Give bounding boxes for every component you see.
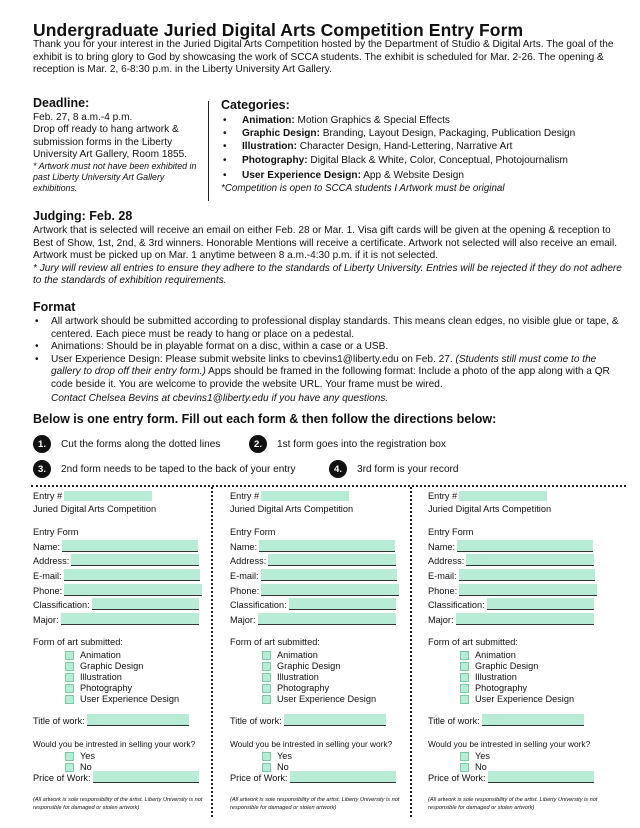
checkbox[interactable] — [262, 651, 271, 660]
phone-field[interactable] — [459, 584, 597, 596]
entry-form-label: Entry Form — [230, 527, 276, 537]
price-row — [428, 771, 594, 783]
name-row — [428, 540, 593, 552]
format-ux-text: User Experience Design: Please submit website links to cbevins1@liberty.edu on Feb. 27. — [51, 353, 453, 365]
major-field[interactable] — [61, 613, 199, 625]
address-row — [428, 554, 594, 566]
checkbox[interactable] — [460, 662, 469, 671]
disclaimer: (All artwork is sole responsibility of the artist. Liberty University is not responsible for damaged or stolen artwork) — [428, 797, 598, 811]
competition-name: Juried Digital Arts Competition — [428, 504, 552, 514]
entry-form-label: Entry Form — [428, 527, 474, 537]
disclaimer: (All artwork is sole responsibility of the artist. Liberty University is not responsible for damaged or stolen artwork) — [230, 797, 400, 811]
option-label: Photography — [80, 683, 133, 693]
yes-label: Yes — [475, 751, 490, 761]
classification-row — [428, 598, 594, 610]
option-animation[interactable] — [65, 650, 121, 660]
email-row — [428, 569, 595, 581]
checkbox[interactable] — [262, 695, 271, 704]
option-ux-design[interactable] — [65, 694, 179, 704]
format-item — [33, 354, 628, 392]
option-label: Graphic Design — [80, 661, 144, 671]
option-label: Animation — [80, 650, 121, 660]
option-label: User Experience Design — [80, 694, 180, 704]
option-label: Photography — [475, 683, 528, 693]
option-ux-design[interactable] — [460, 694, 574, 704]
no-label: No — [80, 762, 92, 772]
yes-label: Yes — [80, 751, 95, 761]
category-name: Animation: — [242, 115, 295, 126]
competition-name: Juried Digital Arts Competition — [230, 504, 354, 514]
sell-question: Would you be intrested in selling your work? — [428, 739, 591, 749]
major-field[interactable] — [258, 613, 396, 625]
checkbox[interactable] — [262, 752, 271, 761]
address-field[interactable] — [268, 554, 396, 566]
format-item: • All artwork should be submitted according to professional display standards. This means clean edges, no visible glue or tape, & centered. Each piece must be ready to hang or place on a pedestal. — [33, 316, 628, 341]
address-field[interactable] — [71, 554, 199, 566]
format-list — [33, 316, 628, 392]
entry-instructions-heading: Below is one entry form. Fill out each form & then follow the directions below: — [33, 412, 497, 426]
step-4 — [329, 460, 459, 478]
major-label: Major: — [33, 615, 59, 625]
form-of-art-label: Form of art submitted: — [428, 637, 518, 647]
price-row — [230, 771, 396, 783]
form-of-art-label: Form of art submitted: — [230, 637, 320, 647]
phone-field[interactable] — [64, 584, 202, 596]
option-graphic-design[interactable] — [262, 661, 340, 671]
category-name: Illustration: — [242, 141, 297, 153]
checkbox[interactable] — [460, 695, 469, 704]
address-field[interactable] — [466, 554, 594, 566]
checkbox[interactable] — [460, 651, 469, 660]
name-field[interactable] — [259, 540, 395, 552]
phone-row — [33, 584, 202, 596]
entry-number-row — [33, 491, 152, 501]
categories-section — [221, 98, 631, 194]
sell-question: Would you be intrested in selling your work? — [33, 739, 196, 749]
email-field[interactable] — [459, 569, 595, 581]
checkbox[interactable] — [65, 752, 74, 761]
entry-form-label: Entry Form — [33, 527, 79, 537]
category-item — [221, 114, 631, 127]
major-label: Major: — [230, 615, 256, 625]
deadline-details: Drop off ready to hang artwork & submission forms in the Liberty University Art Gallery, Room 1855. — [33, 124, 188, 160]
step-1 — [33, 435, 220, 453]
step-2 — [249, 435, 446, 453]
form-of-art-label: Form of art submitted: — [33, 637, 123, 647]
address-row — [33, 554, 199, 566]
option-label: Photography — [277, 683, 330, 693]
step-text: 1st form goes into the registration box — [277, 438, 446, 450]
checkbox[interactable] — [460, 752, 469, 761]
format-ux-note: (Students still must come to the gallery to drop off their entry form.) — [51, 353, 597, 378]
major-field[interactable] — [456, 613, 594, 625]
entry-number-field[interactable] — [459, 491, 547, 501]
checkbox[interactable] — [65, 651, 74, 660]
email-field[interactable] — [64, 569, 200, 581]
price-row — [33, 771, 199, 783]
format-item: • Animations: Should be in playable format on a disc, within a case or a USB. — [33, 341, 628, 354]
entry-number-field[interactable] — [261, 491, 349, 501]
classification-field[interactable] — [487, 598, 594, 610]
option-illustration[interactable] — [65, 672, 122, 682]
entry-number-label: Entry # — [230, 491, 260, 501]
step-number: 3. — [33, 460, 51, 478]
checkbox[interactable] — [262, 662, 271, 671]
category-item — [221, 154, 631, 167]
name-label: Name: — [428, 542, 456, 552]
phone-row — [428, 584, 597, 596]
title-field[interactable] — [87, 714, 189, 726]
name-field[interactable] — [457, 540, 593, 552]
address-row — [230, 554, 396, 566]
deadline-heading: Deadline: — [33, 96, 90, 110]
email-label: E-mail: — [33, 571, 62, 581]
deadline-note: * Artwork must not have been exhibited in past Liberty University Art Gallery exhibitions. — [33, 161, 197, 194]
title-label: Title of work: — [428, 716, 480, 726]
classification-label: Classification: — [428, 600, 485, 610]
checkbox[interactable] — [460, 684, 469, 693]
categories-note: *Competition is open to SCCA students I Artwork must be original — [221, 183, 505, 195]
address-label: Address: — [428, 556, 465, 566]
no-label: No — [475, 762, 487, 772]
step-text: 3rd form is your record — [357, 463, 459, 475]
category-item — [221, 140, 631, 153]
option-label: User Experience Design — [475, 694, 575, 704]
option-illustration[interactable] — [460, 672, 517, 682]
option-label: Animation — [475, 650, 516, 660]
yes-label: Yes — [277, 751, 292, 761]
option-label: Animation — [277, 650, 318, 660]
checkbox[interactable] — [65, 662, 74, 671]
step-number: 4. — [329, 460, 347, 478]
option-graphic-design[interactable] — [65, 661, 143, 671]
option-label: User Experience Design — [277, 694, 377, 704]
phone-label: Phone: — [33, 586, 63, 596]
phone-label: Phone: — [230, 586, 260, 596]
checkbox[interactable] — [65, 684, 74, 693]
price-label: Price of Work: — [33, 773, 91, 783]
title-row — [230, 714, 386, 726]
option-label: Illustration — [475, 672, 517, 682]
option-label: Graphic Design — [475, 661, 539, 671]
title-label: Title of work: — [33, 716, 85, 726]
competition-name: Juried Digital Arts Competition — [33, 504, 157, 514]
format-heading: Format — [33, 300, 76, 314]
classification-field[interactable] — [92, 598, 199, 610]
price-label: Price of Work: — [428, 773, 486, 783]
category-desc: Branding, Layout Design, Packaging, Publication Design — [322, 128, 576, 140]
category-desc: App & Website Design — [363, 169, 464, 181]
name-row — [33, 540, 198, 552]
categories-heading: Categories: — [221, 98, 290, 112]
title-row — [428, 714, 584, 726]
sell-yes[interactable] — [262, 751, 292, 761]
category-name: User Experience Design: — [242, 169, 361, 181]
category-desc: Motion Graphics & Special Effects — [297, 115, 450, 126]
contact-note: Contact Chelsea Bevins at cbevins1@liberty.edu if you have any questions. — [51, 392, 389, 404]
category-item — [221, 127, 631, 140]
option-label: Graphic Design — [277, 661, 341, 671]
cut-line-vertical — [410, 487, 412, 817]
deadline-section — [33, 96, 208, 194]
classification-label: Classification: — [33, 600, 90, 610]
judging-text: Artwork that is selected will receive an email on either Feb. 28 or Mar. 1. Visa gift cards will be given at the opening & reception to Best of Show, 1st, 2nd, & 3rd winners. Honorable Mentions will receive a certificate. Artwork not selected will also receive an email. Artwork must be picked up on Mar. 1 anytime between 8 a.m.-4:30 p.m. if it is not selected. — [33, 225, 618, 262]
category-name: Photography: — [242, 154, 308, 166]
option-label: Illustration — [277, 672, 319, 682]
title-field[interactable] — [482, 714, 584, 726]
disclaimer: (All artwork is sole responsibility of the artist. Liberty University is not responsible for damaged or stolen artwork) — [33, 797, 203, 811]
email-field[interactable] — [261, 569, 397, 581]
category-name: Graphic Design: — [242, 128, 320, 140]
option-graphic-design[interactable] — [460, 661, 538, 671]
page-title: Undergraduate Juried Digital Arts Competition Entry Form — [33, 20, 524, 40]
intro-text: Thank you for your interest in the Juried Digital Arts Competition hosted by the Department of Studio & Digital Arts. The goal of the exhibit is to bring glory to God by showcasing the work of SCCA students. The exhibit is scheduled for Mar. 2-26. The opening & reception is Mar. 2, 6-8:30 p.m. in the Liberty University Art Gallery. — [33, 39, 614, 76]
classification-label: Classification: — [230, 600, 287, 610]
address-label: Address: — [33, 556, 70, 566]
judging-section — [33, 209, 628, 288]
title-field[interactable] — [284, 714, 386, 726]
name-row — [230, 540, 395, 552]
checkbox[interactable] — [262, 673, 271, 682]
checkbox[interactable] — [65, 695, 74, 704]
entry-number-row — [230, 491, 349, 501]
price-field[interactable] — [93, 771, 199, 783]
option-label: Illustration — [80, 672, 122, 682]
major-row — [33, 613, 199, 625]
price-field[interactable] — [488, 771, 594, 783]
name-field[interactable] — [62, 540, 198, 552]
judging-note: * Jury will review all entries to ensure they adhere to the standards of Liberty University. Entries will be rejected if they do not adhere to the standards of exhibition requirements. — [33, 262, 622, 287]
option-animation[interactable] — [460, 650, 516, 660]
phone-field[interactable] — [261, 584, 399, 596]
step-number: 2. — [249, 435, 267, 453]
entry-number-row — [428, 491, 547, 501]
major-row — [428, 613, 594, 625]
name-label: Name: — [230, 542, 258, 552]
checkbox[interactable] — [460, 673, 469, 682]
name-label: Name: — [33, 542, 61, 552]
major-row — [230, 613, 396, 625]
category-desc: Character Design, Hand-Lettering, Narrative Art — [299, 141, 513, 153]
no-label: No — [277, 762, 289, 772]
phone-label: Phone: — [428, 586, 458, 596]
step-number: 1. — [33, 435, 51, 453]
step-text: Cut the forms along the dotted lines — [61, 438, 221, 450]
option-photography[interactable] — [262, 683, 329, 693]
option-illustration[interactable] — [262, 672, 319, 682]
price-label: Price of Work: — [230, 773, 288, 783]
sell-yes[interactable] — [460, 751, 490, 761]
email-row — [230, 569, 397, 581]
category-desc: Digital Black & White, Color, Conceptual, Photojournalism — [310, 154, 568, 166]
option-animation[interactable] — [262, 650, 318, 660]
format-section — [33, 300, 628, 404]
phone-row — [230, 584, 399, 596]
deadline-date: Feb. 27, 8 a.m.-4 p.m. — [33, 112, 133, 123]
title-label: Title of work: — [230, 716, 282, 726]
option-ux-design[interactable] — [262, 694, 376, 704]
entry-number-label: Entry # — [33, 491, 63, 501]
section-divider — [208, 101, 209, 201]
price-field[interactable] — [290, 771, 396, 783]
judging-heading: Judging: Feb. 28 — [33, 209, 133, 223]
sell-yes[interactable] — [65, 751, 95, 761]
categories-list — [221, 114, 631, 182]
email-row — [33, 569, 200, 581]
entry-number-field[interactable] — [64, 491, 152, 501]
address-label: Address: — [230, 556, 267, 566]
email-label: E-mail: — [428, 571, 457, 581]
format-app-text: Apps should be framed in the following format: Include a photo of the app along with a QR code beside it. You are welcome to provide the website URL. Your frame must be wired. — [51, 366, 610, 390]
major-label: Major: — [428, 615, 454, 625]
entry-number-label: Entry # — [428, 491, 458, 501]
cut-line-horizontal — [31, 485, 626, 487]
category-item — [221, 169, 631, 182]
cut-line-vertical — [211, 487, 213, 817]
step-text: 2nd form needs to be taped to the back of your entry — [61, 463, 296, 475]
option-photography[interactable] — [460, 683, 527, 693]
step-3 — [33, 460, 296, 478]
checkbox[interactable] — [65, 673, 74, 682]
email-label: E-mail: — [230, 571, 259, 581]
classification-row — [230, 598, 396, 610]
title-row — [33, 714, 189, 726]
option-photography[interactable] — [65, 683, 132, 693]
checkbox[interactable] — [262, 684, 271, 693]
sell-question: Would you be intrested in selling your work? — [230, 739, 393, 749]
classification-field[interactable] — [289, 598, 396, 610]
classification-row — [33, 598, 199, 610]
